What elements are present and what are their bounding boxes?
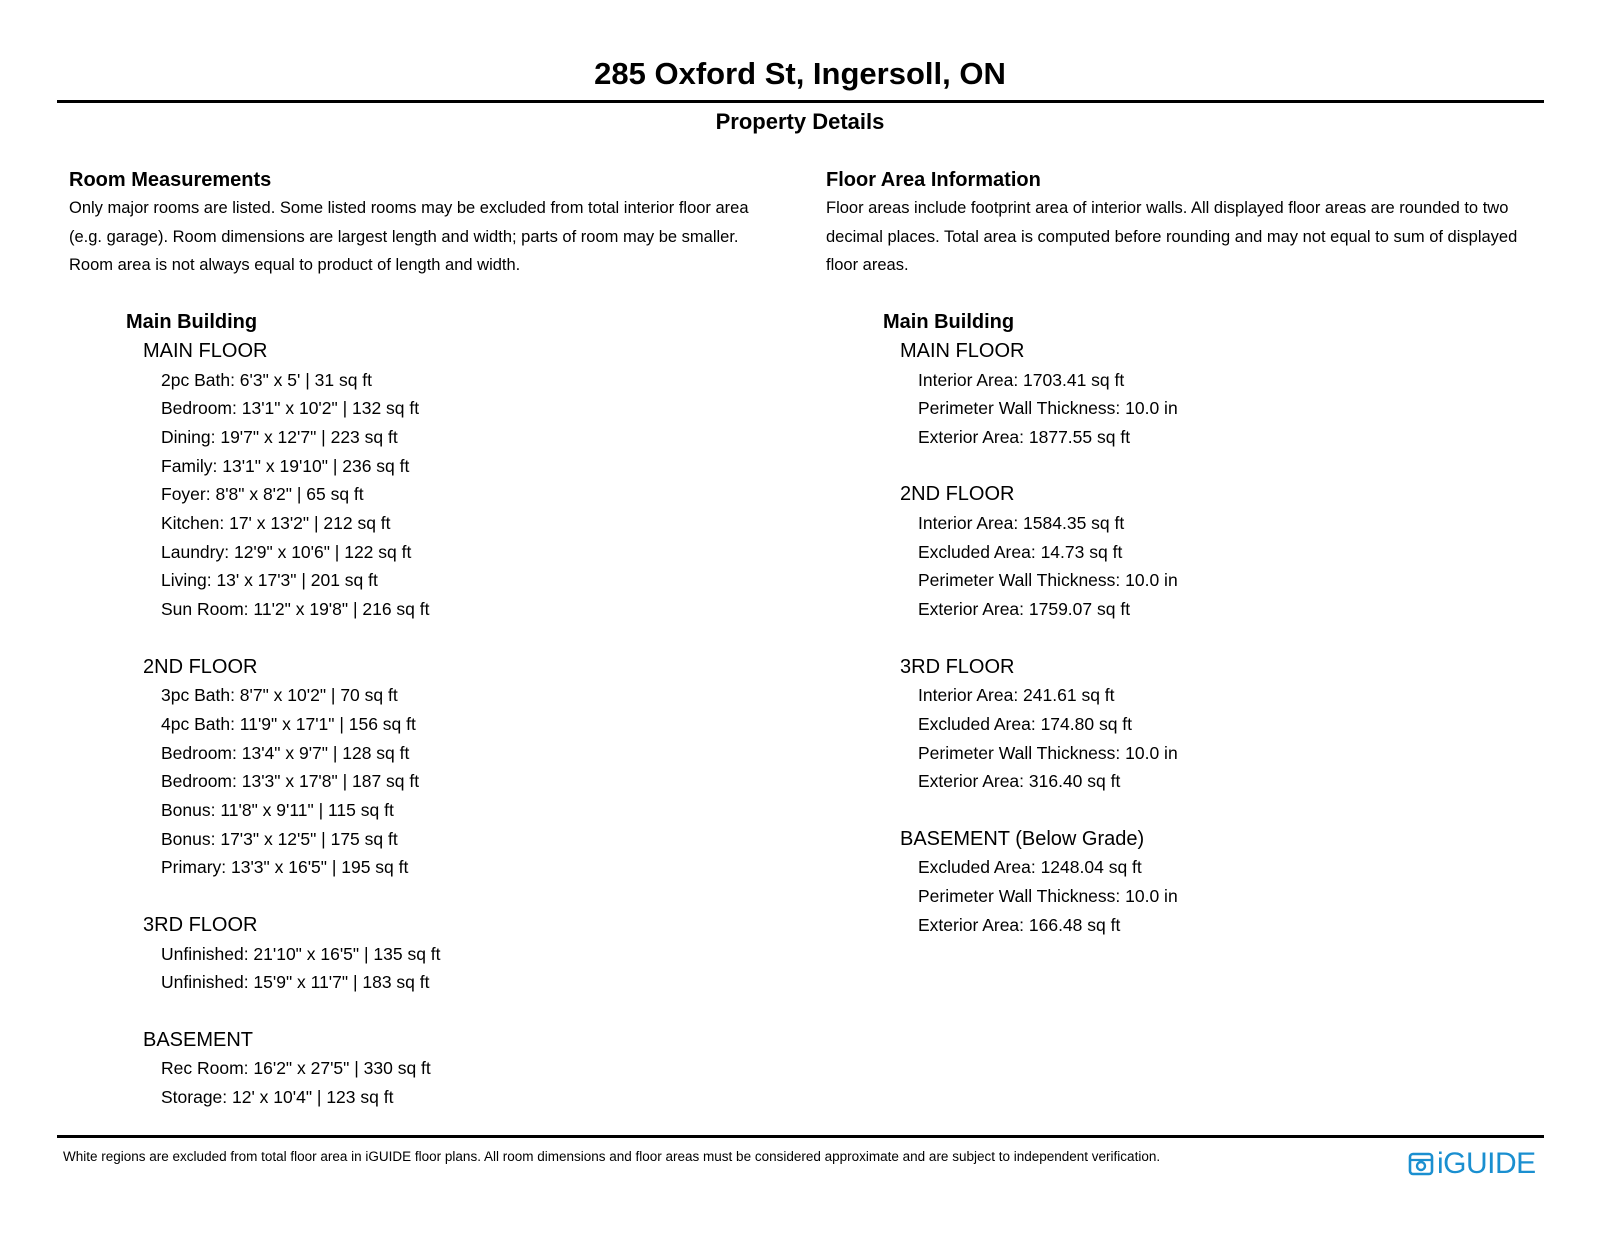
floor-spacer <box>826 452 1556 481</box>
floor-block <box>900 653 1556 797</box>
floor-detail-line: Interior Area: 241.61 sq ft <box>918 685 1115 706</box>
floor-detail-line: Perimeter Wall Thickness: 10.0 in <box>918 570 1178 591</box>
floor-detail-line: 3pc Bath: 8'7" x 10'2" | 70 sq ft <box>161 685 398 706</box>
floor-name: 3RD FLOOR <box>900 655 1015 678</box>
floor-detail-line: Perimeter Wall Thickness: 10.0 in <box>918 398 1178 419</box>
floor-detail-line: Sun Room: 11'2" x 19'8" | 216 sq ft <box>161 599 430 620</box>
room-floor-list <box>69 337 789 1112</box>
floor-name: BASEMENT (Below Grade) <box>900 827 1145 850</box>
floor-detail-line: Foyer: 8'8" x 8'2" | 65 sq ft <box>161 484 364 505</box>
floor-detail-line: Kitchen: 17' x 13'2" | 212 sq ft <box>161 513 391 534</box>
iguide-camera-icon <box>1408 1151 1434 1177</box>
building-name: Main Building <box>126 311 258 334</box>
floor-block <box>143 911 789 997</box>
floor-spacer <box>826 796 1556 825</box>
floor-area-description <box>826 194 1556 280</box>
floor-detail-line: Interior Area: 1703.41 sq ft <box>918 369 1125 390</box>
page-title: 285 Oxford St, Ingersoll, ON <box>594 56 1006 91</box>
floor-detail-line: Perimeter Wall Thickness: 10.0 in <box>918 742 1178 763</box>
floor-detail-line: 2pc Bath: 6'3" x 5' | 31 sq ft <box>161 369 373 390</box>
floor-detail-line: Dining: 19'7" x 12'7" | 223 sq ft <box>161 426 398 447</box>
description-line: Only major rooms are listed. Some listed rooms may be excluded from total interior floor area <box>69 199 749 217</box>
floor-detail-line: Exterior Area: 166.48 sq ft <box>918 914 1121 935</box>
floor-spacer <box>69 624 789 653</box>
floor-detail-line: Bedroom: 13'3" x 17'8" | 187 sq ft <box>161 771 420 792</box>
iguide-logo <box>1408 1148 1536 1180</box>
description-line: (e.g. garage). Room dimensions are largest length and width; parts of room may be smaller. <box>69 227 739 246</box>
floor-detail-line: 4pc Bath: 11'9" x 17'1" | 156 sq ft <box>161 713 416 734</box>
floor-detail-line: Primary: 13'3" x 16'5" | 195 sq ft <box>161 857 409 878</box>
floor-block <box>143 1026 789 1112</box>
floor-detail-line: Excluded Area: 1248.04 sq ft <box>918 857 1142 878</box>
iguide-logo-text: iGUIDE <box>1437 1147 1536 1180</box>
floor-spacer <box>826 624 1556 653</box>
floor-block <box>900 825 1556 940</box>
floor-detail-line: Excluded Area: 174.80 sq ft <box>918 713 1133 734</box>
floor-spacer <box>69 997 789 1026</box>
footer-divider <box>57 1135 1544 1138</box>
floor-detail-line: Living: 13' x 17'3" | 201 sq ft <box>161 570 378 591</box>
room-measurements-heading: Room Measurements <box>69 169 272 191</box>
floor-detail-line: Unfinished: 21'10" x 16'5" | 135 sq ft <box>161 943 441 964</box>
floor-block <box>900 480 1556 624</box>
floor-detail-line: Bonus: 11'8" x 9'11" | 115 sq ft <box>161 800 394 821</box>
area-floor-list <box>826 337 1556 940</box>
floor-detail-line: Bedroom: 13'1" x 10'2" | 132 sq ft <box>161 398 420 419</box>
floor-name: 3RD FLOOR <box>143 913 258 936</box>
floor-detail-line: Bedroom: 13'4" x 9'7" | 128 sq ft <box>161 742 410 763</box>
floor-detail-line: Laundry: 12'9" x 10'6" | 122 sq ft <box>161 541 412 562</box>
description-line: floor areas. <box>826 256 909 275</box>
floor-area-heading: Floor Area Information <box>826 169 1041 191</box>
floor-name: 2ND FLOOR <box>143 655 258 678</box>
title-divider <box>57 100 1544 103</box>
floor-detail-line: Bonus: 17'3" x 12'5" | 175 sq ft <box>161 828 398 849</box>
room-measurements-description <box>69 194 789 280</box>
floor-detail-line: Storage: 12' x 10'4" | 123 sq ft <box>161 1087 394 1108</box>
floor-detail-line: Exterior Area: 1877.55 sq ft <box>918 426 1131 447</box>
description-line: decimal places. Total area is computed before rounding and may not equal to sum of displayed <box>826 227 1518 246</box>
floor-detail-line: Exterior Area: 316.40 sq ft <box>918 771 1121 792</box>
floor-spacer <box>69 882 789 911</box>
floor-detail-line: Rec Room: 16'2" x 27'5" | 330 sq ft <box>161 1058 431 1079</box>
floor-detail-line: Excluded Area: 14.73 sq ft <box>918 541 1123 562</box>
floor-detail-line: Exterior Area: 1759.07 sq ft <box>918 599 1131 620</box>
floor-detail-line: Unfinished: 15'9" x 11'7" | 183 sq ft <box>161 972 430 993</box>
floor-name: 2ND FLOOR <box>900 483 1015 506</box>
floor-name: MAIN FLOOR <box>900 339 1025 362</box>
floor-block <box>143 653 789 883</box>
room-measurements-section <box>69 166 789 1112</box>
description-line: Floor areas include footprint area of interior walls. All displayed floor areas are rounded to two <box>826 199 1509 217</box>
building-name: Main Building <box>883 311 1015 334</box>
footer-disclaimer: White regions are excluded from total floor area in iGUIDE floor plans. All room dimensions and floor areas must be considered approximate and are subject to independent verification. <box>63 1149 1161 1164</box>
floor-detail-line: Perimeter Wall Thickness: 10.0 in <box>918 886 1178 907</box>
floor-name: MAIN FLOOR <box>143 339 268 362</box>
floor-area-section <box>826 166 1556 940</box>
description-line: Room area is not always equal to product of length and width. <box>69 256 521 275</box>
floor-block <box>143 337 789 624</box>
floor-name: BASEMENT <box>143 1028 254 1051</box>
page-subtitle: Property Details <box>715 109 885 134</box>
floor-block <box>900 337 1556 452</box>
floor-detail-line: Family: 13'1" x 19'10" | 236 sq ft <box>161 455 410 476</box>
floor-detail-line: Interior Area: 1584.35 sq ft <box>918 513 1125 534</box>
